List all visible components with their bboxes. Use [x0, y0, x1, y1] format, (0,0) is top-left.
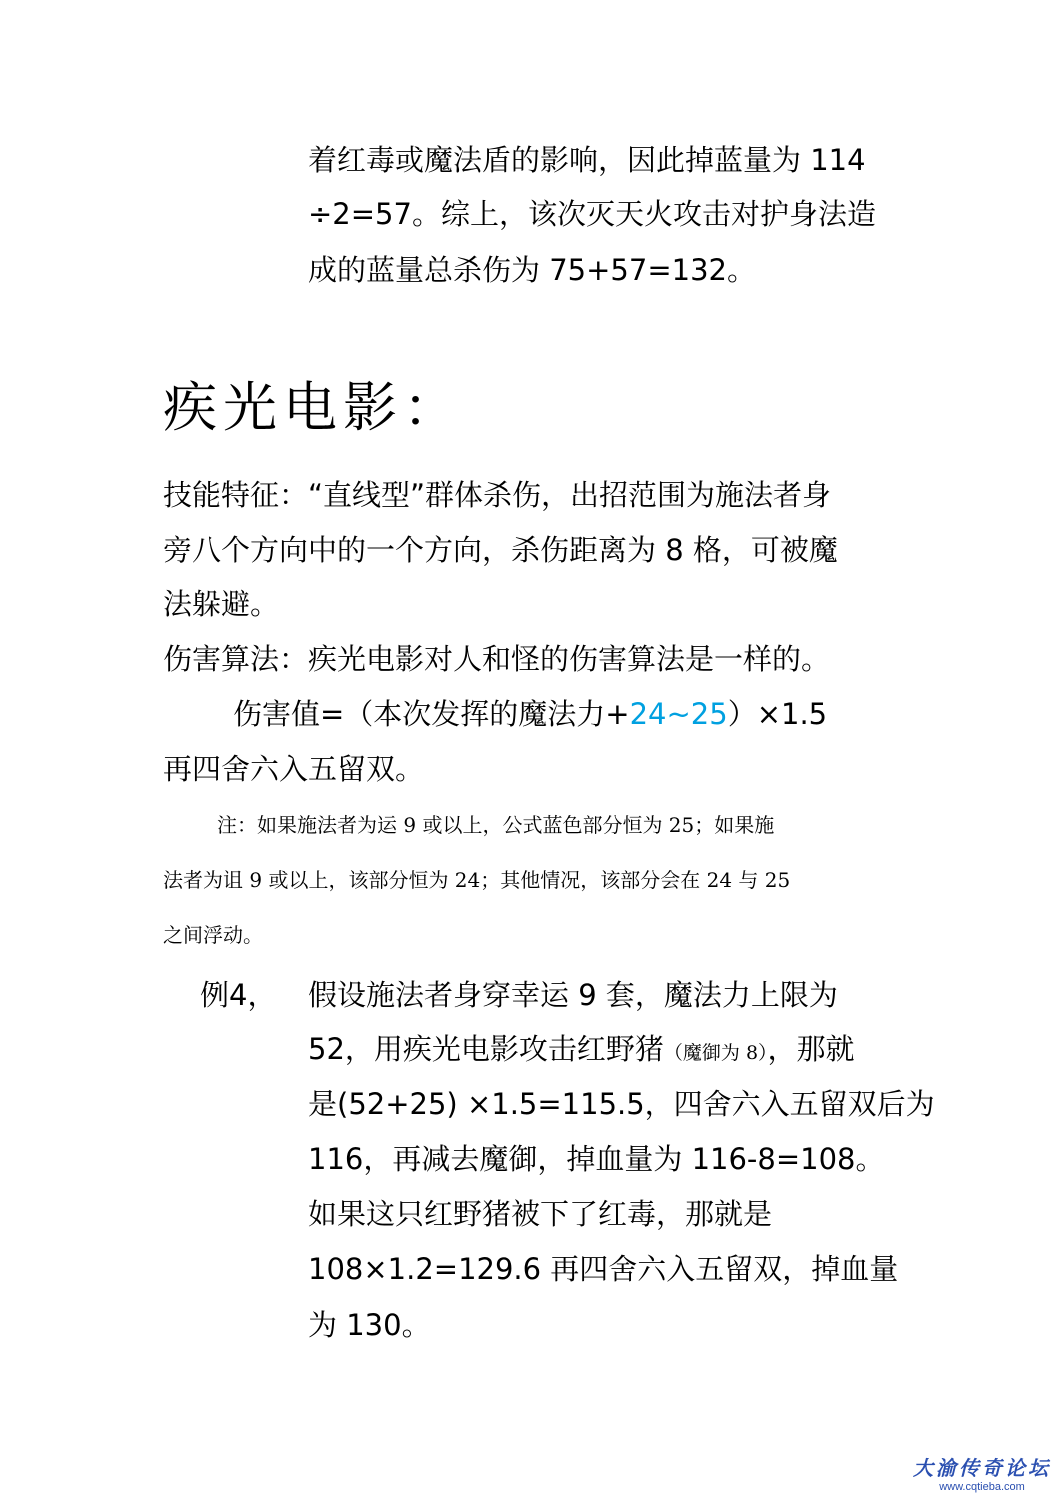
section-title: 疾光电影： [163, 376, 463, 439]
features-line-1: 技能特征：“直线型”群体杀伤，出招范围为施法者身 [163, 478, 832, 512]
formula-prefix: 伤害值=（本次发挥的魔法力+ [233, 697, 630, 731]
example-line-2-b: ，那就 [767, 1032, 855, 1066]
example-line-3: 是(52+25) ×1.5=115.5，四舍六入五留双后为 [308, 1087, 935, 1121]
example-label: 例4， [200, 978, 277, 1012]
watermark-title: 大渝传奇论坛 [913, 1456, 1051, 1480]
note-line-2: 法者为诅 9 或以上，该部分恒为 24；其他情况，该部分会在 24 与 25 [163, 868, 791, 892]
example-line-2 [308, 1021, 855, 1081]
watermark [913, 1456, 1051, 1494]
formula-suffix: ）×1.5 [727, 697, 828, 731]
continuation-line-2: ÷2=57。综上，该次灭天火攻击对护身法造 [308, 197, 876, 231]
example-line-2-note: （魔御为 8） [663, 1042, 768, 1064]
example-line-7: 为 130。 [308, 1308, 431, 1342]
example-line-6: 108×1.2=129.6 再四舍六入五留双，掉血量 [308, 1252, 899, 1286]
continuation-line-3: 成的蓝量总杀伤为 75+57=132。 [308, 253, 756, 287]
features-line-3: 法躲避。 [163, 587, 280, 621]
note-line-3: 之间浮动。 [163, 923, 263, 947]
features-line-2: 旁八个方向中的一个方向，杀伤距离为 8 格，可被魔 [163, 533, 838, 567]
continuation-line-1: 着红毒或魔法盾的影响，因此掉蓝量为 114 [308, 143, 866, 177]
damage-intro: 伤害算法：疾光电影对人和怪的伤害算法是一样的。 [163, 642, 831, 676]
damage-formula [233, 686, 827, 742]
example-line-2-a: 52，用疾光电影攻击红野猪 [308, 1032, 664, 1066]
damage-rounding: 再四舍六入五留双。 [163, 752, 425, 786]
watermark-url: www.cqtieba.com [939, 1481, 1025, 1493]
example-line-4: 116，再减去魔御，掉血量为 116-8=108。 [308, 1142, 885, 1176]
note-line-1: 注：如果施法者为运 9 或以上，公式蓝色部分恒为 25；如果施 [217, 813, 775, 837]
example-line-1: 假设施法者身穿幸运 9 套，魔法力上限为 [308, 978, 838, 1012]
example-line-5: 如果这只红野猪被下了红毒，那就是 [308, 1197, 773, 1231]
formula-highlight: 24~25 [629, 697, 728, 731]
